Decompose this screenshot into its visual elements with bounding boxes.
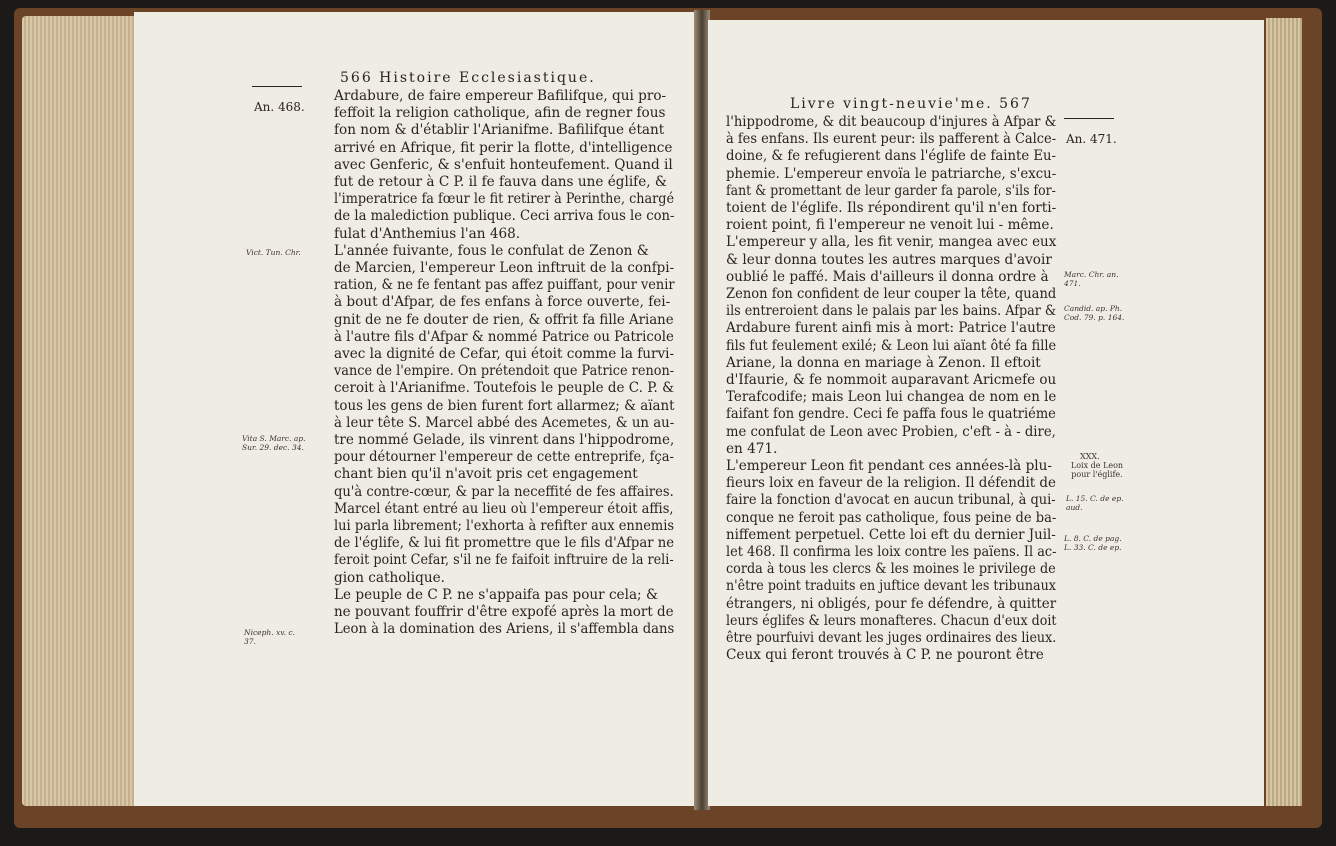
text-line: gion catholique. <box>334 569 445 586</box>
text-line: d'Ifaurie, & fe nommoit auparavant Aricmefe ou <box>726 372 1057 389</box>
text-line: Ariane, la donna en mariage à Zenon. Il eftoit <box>726 354 1041 371</box>
section-number: XXX. <box>1080 452 1100 461</box>
left-margin-note-1: Vict. Tun. Chr. <box>246 248 301 257</box>
right-year-marker: An. 471. <box>1066 132 1117 146</box>
left-body-text <box>334 88 674 639</box>
section-title: Loix de Leon pour l'églife. <box>1070 461 1124 479</box>
text-line: faifant fon gendre. Ceci fe paffa fous le quatriéme <box>726 406 1056 423</box>
text-line: L'empereur Leon fit pendant ces années-là plu- <box>726 458 1052 475</box>
page-edges-left <box>22 16 134 806</box>
text-line: Ardabure, de faire empereur Bafilifque, qui pro- <box>334 88 667 104</box>
text-line: Ardabure furent ainfi mis à mort: Patrice l'autre <box>726 320 1056 337</box>
text-line: chant bien qu'il n'avoit pris cet engagement <box>334 466 638 483</box>
text-line: avec la dignité de Cefar, qui étoit comme la furvi- <box>334 346 675 363</box>
text-line: fant & promettant de leur garder fa parole, s'ils for- <box>726 182 1056 199</box>
text-line: & leur donna toutes les autres marques d'avoir <box>726 251 1052 268</box>
text-line: fut de retour à C P. il fe fauva dans une églife, & <box>334 174 667 191</box>
text-line: n'être point traduits en juftice devant les tribunaux <box>726 578 1056 595</box>
text-line: avec Genferic, & s'enfuit honteufement. Quand il <box>334 156 673 173</box>
text-line: roient point, fi l'empereur ne venoit lui - même. <box>726 217 1054 234</box>
text-line: Zenon fon confident de leur couper la tête, quand <box>726 286 1057 303</box>
right-margin-note-4: L. 8. C. de pag. L. 33. C. de ep. <box>1064 534 1122 552</box>
text-line: arrivé en Afrique, fit perir la flotte, d'intelligence <box>334 139 673 156</box>
text-line: phemie. L'empereur envoïa le patriarche, s'excu- <box>726 165 1057 182</box>
left-year-marker: An. 468. <box>254 100 305 114</box>
text-line: ceroit à l'Arianifme. Toutefois le peuple de C. P. & <box>334 380 675 397</box>
right-margin-note-1: Marc. Chr. an. 471. <box>1064 270 1119 288</box>
page-edges-right <box>1266 18 1302 806</box>
text-line: ration, & ne fe fentant pas affez puiffant, pour venir <box>334 277 675 294</box>
right-page <box>708 20 1264 806</box>
text-line: de l'églife, & lui fit promettre que le fils d'Afpar ne <box>334 535 675 552</box>
text-line: fieurs loix en faveur de la religion. Il défendit de <box>726 475 1056 492</box>
text-line: feffoit la religion catholique, afin de regner fous <box>334 105 666 122</box>
text-line: leurs églifes & leurs monafteres. Chacun d'eux doit <box>726 612 1057 629</box>
text-line: lui parla librement; l'exhorta à refifter aux ennemis <box>334 518 675 535</box>
text-line: à bout d'Afpar, de fes enfans à force ouverte, fei- <box>334 294 671 311</box>
text-line: corda à tous les clercs & les moines le privilege de <box>726 561 1056 578</box>
text-line: L'année fuivante, fous le confulat de Zenon & <box>334 242 649 259</box>
left-year-rule <box>252 86 302 87</box>
text-line: l'hippodrome, & dit beaucoup d'injures à Afpar & <box>726 114 1057 130</box>
text-line: tous les gens de bien furent fort allarmez; & aïant <box>334 397 675 414</box>
text-line: fils fut feulement exilé; & Leon lui aïant ôté fa fille <box>726 337 1057 354</box>
right-year-rule <box>1064 118 1114 119</box>
text-line: Ceux qui feront trouvés à C P. ne pouront être <box>726 647 1044 664</box>
text-line: de Marcien, l'empereur Leon inftruit de la confpi- <box>334 260 675 277</box>
text-line: Terafcodife; mais Leon lui changea de nom en le <box>726 389 1057 406</box>
text-line: niffement perpetuel. Cette loi eft du dernier Juil- <box>726 526 1056 543</box>
text-line: let 468. Il confirma les loix contre les païens. Il ac- <box>726 544 1057 561</box>
text-line: me confulat de Leon avec Probien, c'eft - à - dire, <box>726 423 1056 440</box>
text-line: vance de l'empire. On prétendoit que Patrice renon- <box>334 363 675 380</box>
text-line: oublié le paffé. Mais d'ailleurs il donna ordre à <box>726 268 1049 285</box>
text-line: étrangers, ni obligés, pour fe défendre, à quitter <box>726 595 1057 612</box>
text-line: à leur tête S. Marcel abbé des Acemetes, & un au- <box>334 414 675 431</box>
text-line: L'empereur y alla, les fit venir, mangea avec eux <box>726 234 1057 251</box>
right-margin-note-2: Candid. ap. Ph. Cod. 79. p. 164. <box>1064 304 1125 322</box>
text-line: Marcel étant entré au lieu où l'empereur étoit affis, <box>334 500 674 517</box>
text-line: feroit point Cefar, s'il ne fe faifoit inftruire de la reli- <box>334 552 674 569</box>
text-line: Le peuple de C P. ne s'appaifa pas pour cela; & <box>334 586 659 603</box>
text-line: fulat d'Anthemius l'an 468. <box>334 225 521 242</box>
text-line: gnit de ne fe douter de rien, & offrit fa fille Ariane <box>334 311 674 328</box>
text-line: doine, & fe refugierent dans l'églife de fainte Eu- <box>726 148 1057 165</box>
text-line: être pourfuivi devant les juges ordinaires des lieux. <box>726 630 1057 647</box>
left-margin-note-2: Vita S. Marc. ap. Sur. 29. dec. 34. <box>242 434 306 452</box>
text-line: en 471. <box>726 440 778 457</box>
right-running-header: Livre vingt-neuvie'me. 567 <box>790 96 1032 112</box>
text-line: Leon à la domination des Ariens, il s'affembla dans <box>334 621 675 638</box>
right-body-text <box>726 114 1056 665</box>
left-running-header: 566 Histoire Ecclesiastique. <box>340 70 596 86</box>
left-margin-note-3: Niceph. xv. c. 37. <box>244 628 295 646</box>
text-line: tre nommé Gelade, ils vinrent dans l'hippodrome, <box>334 432 675 449</box>
text-line: faire la fonction d'avocat en aucun tribunal, à qui- <box>726 492 1056 509</box>
text-line: toient de l'églife. Ils répondirent qu'il n'en forti- <box>726 200 1057 217</box>
text-line: ils entreroient dans le palais par les bains. Afpar & <box>726 303 1057 320</box>
text-line: à l'autre fils d'Afpar & nommé Patrice ou Patricole <box>334 328 674 345</box>
left-page <box>134 12 696 806</box>
text-line: de la malediction publique. Ceci arriva fous le con- <box>334 208 675 225</box>
text-line: pour détourner l'empereur de cette entreprife, fça- <box>334 449 674 466</box>
text-line: fon nom & d'établir l'Arianifme. Bafilifque étant <box>334 122 665 139</box>
text-line: l'imperatrice fa fœur le fit retirer à Perinthe, chargé <box>334 191 675 208</box>
text-line: ne pouvant fouffrir d'être expofé après la mort de <box>334 604 674 621</box>
text-line: conque ne feroit pas catholique, fous peine de ba- <box>726 509 1057 526</box>
right-margin-note-3: L. 15. C. de ep. aud. <box>1066 494 1124 512</box>
text-line: à fes enfans. Ils eurent peur: ils pafferent à Calce- <box>726 131 1057 148</box>
text-line: qu'à contre-cœur, & par la neceffité de fes affaires. <box>334 483 674 500</box>
